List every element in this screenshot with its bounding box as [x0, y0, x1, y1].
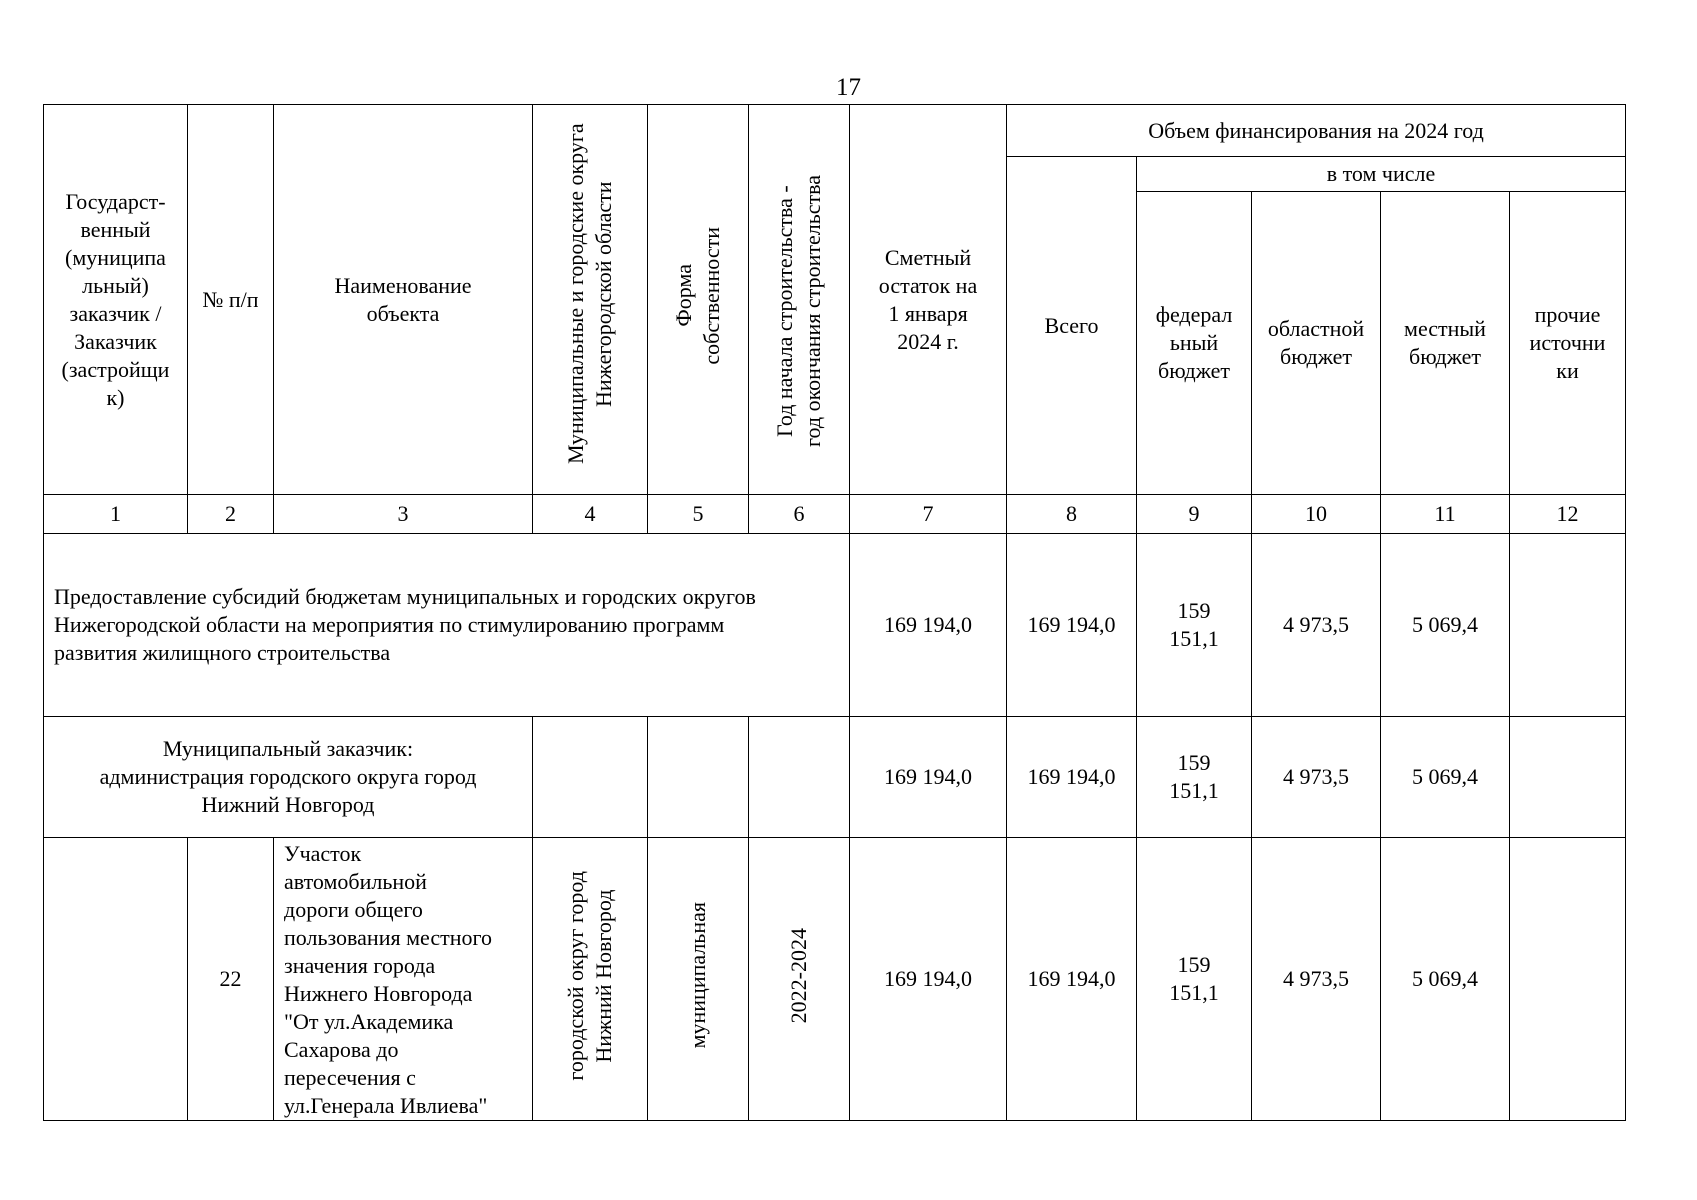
- customer-years: [749, 717, 850, 838]
- subsidy-total: 169 194,0: [1007, 534, 1137, 717]
- object-years-text: 2022-2024: [786, 927, 811, 1024]
- column-number: 4: [533, 495, 648, 534]
- header-number: № п/п: [188, 105, 274, 495]
- customer-federal: 159 151,1: [1137, 717, 1252, 838]
- column-number: 9: [1137, 495, 1252, 534]
- object-name: Участок автомобильной дороги общего пользования местного значения города Нижнего Новгорода "От ул.Академика Сахарова до пересечения с ул.Генерала Ивлиева": [274, 838, 533, 1121]
- header-customer: Государст- венный (муниципа льный) заказчик / Заказчик (застройщи к): [44, 105, 188, 495]
- customer-ownership: [648, 717, 749, 838]
- object-federal: 159 151,1: [1137, 838, 1252, 1121]
- column-number: 12: [1510, 495, 1626, 534]
- column-number: 10: [1252, 495, 1381, 534]
- header-regional: областной бюджет: [1252, 192, 1381, 495]
- object-other: [1510, 838, 1626, 1121]
- object-number: 22: [188, 838, 274, 1121]
- object-customer: [44, 838, 188, 1121]
- object-ownership: [648, 838, 749, 1121]
- customer-estimate: 169 194,0: [850, 717, 1007, 838]
- object-regional: 4 973,5: [1252, 838, 1381, 1121]
- page-number: 17: [836, 74, 861, 101]
- subsidy-estimate: 169 194,0: [850, 534, 1007, 717]
- column-numbers-row: [44, 495, 1626, 534]
- header-years-text: Год начала строительства - год окончания строительства: [772, 175, 825, 447]
- column-number: 8: [1007, 495, 1137, 534]
- object-ownership-text: муниципальная: [685, 902, 710, 1049]
- column-number: 6: [749, 495, 850, 534]
- header-ownership-text: Форма собственности: [671, 227, 724, 365]
- customer-municipality: [533, 717, 648, 838]
- column-number: 1: [44, 495, 188, 534]
- subsidy-row: [44, 534, 1626, 717]
- customer-other: [1510, 717, 1626, 838]
- column-number: 2: [188, 495, 274, 534]
- column-number: 5: [648, 495, 749, 534]
- object-estimate: 169 194,0: [850, 838, 1007, 1121]
- header-years: [749, 105, 850, 495]
- object-municipality: [533, 838, 648, 1121]
- header-municipality: [533, 105, 648, 495]
- header-other: прочие источни ки: [1510, 192, 1626, 495]
- subsidy-federal: 159 151,1: [1137, 534, 1252, 717]
- object-row: [44, 838, 1626, 1121]
- customer-regional: 4 973,5: [1252, 717, 1381, 838]
- subsidy-local: 5 069,4: [1381, 534, 1510, 717]
- customer-row: [44, 717, 1626, 838]
- header-estimate: Сметный остаток на 1 января 2024 г.: [850, 105, 1007, 495]
- header-financing-group: Объем финансирования на 2024 год: [1007, 105, 1626, 157]
- subsidy-title: Предоставление субсидий бюджетам муниципальных и городских округов Нижегородской области на мероприятия по стимулированию программ развития жилищного строительства: [44, 534, 850, 717]
- subsidy-regional: 4 973,5: [1252, 534, 1381, 717]
- object-years: [749, 838, 850, 1121]
- customer-total: 169 194,0: [1007, 717, 1137, 838]
- header-federal: федерал ьный бюджет: [1137, 192, 1252, 495]
- header-ownership: [648, 105, 749, 495]
- header-local: местный бюджет: [1381, 192, 1510, 495]
- header-row-1: [44, 105, 1626, 157]
- column-number: 3: [274, 495, 533, 534]
- header-total: Всего: [1007, 157, 1137, 495]
- customer-title: Муниципальный заказчик: администрация городского округа город Нижний Новгород: [44, 717, 533, 838]
- object-municipality-text: городской округ город Нижний Новгород: [563, 870, 616, 1081]
- column-number: 7: [850, 495, 1007, 534]
- header-including: в том числе: [1137, 157, 1626, 192]
- column-number: 11: [1381, 495, 1510, 534]
- object-local: 5 069,4: [1381, 838, 1510, 1121]
- header-object-name: Наименование объекта: [274, 105, 533, 495]
- financing-table: [43, 104, 1626, 1121]
- subsidy-other: [1510, 534, 1626, 717]
- object-total: 169 194,0: [1007, 838, 1137, 1121]
- customer-local: 5 069,4: [1381, 717, 1510, 838]
- header-municipality-text: Муниципальные и городские округа Нижегородской области: [563, 123, 616, 465]
